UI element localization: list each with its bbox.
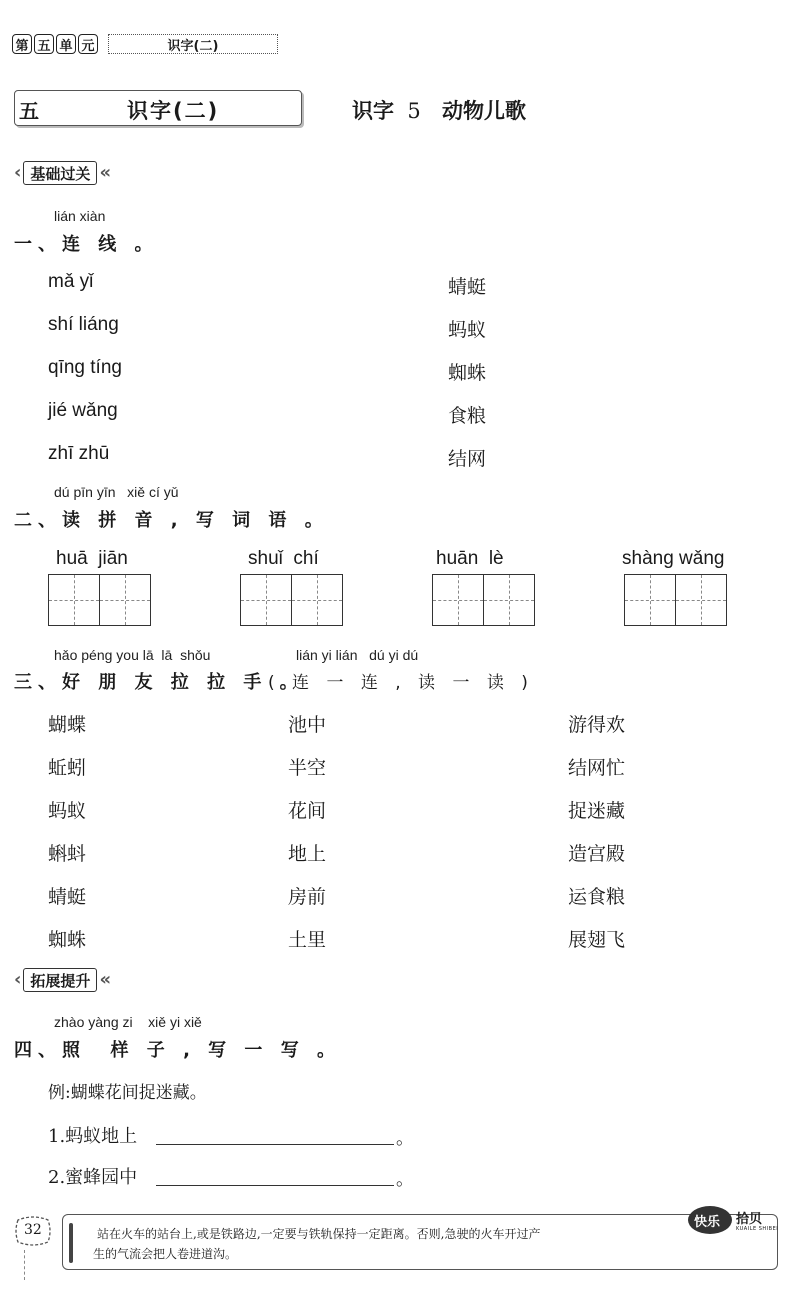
tip-box bbox=[62, 1214, 778, 1270]
q3-col1-item: 蜘蛛 bbox=[48, 929, 87, 951]
q2-word-pinyin: shàng wǎng bbox=[622, 548, 725, 569]
q4-title: 四、照 样 子 , 写 一 写 。 bbox=[14, 1040, 341, 1061]
logo-side: 拾贝 bbox=[736, 1212, 763, 1227]
q3-col3-item: 捉迷藏 bbox=[568, 800, 626, 822]
q4-item-label: 2.蜜蜂园中 bbox=[48, 1167, 138, 1188]
banner-num: 五 bbox=[19, 99, 39, 123]
q2-title: 二、读 拼 音 , 写 词 语 。 bbox=[14, 510, 329, 531]
writing-cell[interactable] bbox=[675, 574, 727, 626]
writing-grid[interactable] bbox=[240, 574, 343, 626]
answer-line[interactable] bbox=[156, 1163, 394, 1186]
q3-col1-item: 蝴蝶 bbox=[48, 714, 87, 736]
double-chevron-left-icon: « bbox=[99, 162, 112, 183]
q3-col1-item: 蝌蚪 bbox=[48, 843, 87, 865]
section-header: 识字(二) bbox=[108, 34, 278, 54]
q2-word-pinyin: shuǐ chí bbox=[248, 548, 319, 569]
q4-end-mark: 。 bbox=[396, 1128, 414, 1149]
writing-cell[interactable] bbox=[291, 574, 343, 626]
writing-grid[interactable] bbox=[432, 574, 535, 626]
writing-cell[interactable] bbox=[624, 574, 676, 626]
q1-right-item: 蜻蜓 bbox=[448, 276, 487, 298]
q2-word-pinyin: huā jiān bbox=[56, 548, 128, 569]
q3-col2-item: 房前 bbox=[288, 886, 327, 908]
section-badge-extend bbox=[14, 968, 111, 992]
writing-cell[interactable] bbox=[240, 574, 292, 626]
tip-line: 站在火车的站台上,或是铁路边,一定要与铁轨保持一定距离。否则,急驶的火车开过产 bbox=[97, 1227, 541, 1241]
double-chevron-left-icon: « bbox=[99, 969, 112, 990]
q1-left-item: jié wǎng bbox=[48, 400, 118, 421]
chevron-left-icon: ‹ bbox=[14, 162, 22, 183]
chevron-left-icon: ‹ bbox=[14, 969, 22, 990]
writing-cell[interactable] bbox=[48, 574, 100, 626]
logo-main: 快乐 bbox=[694, 1215, 721, 1230]
unit-char: 单 bbox=[56, 34, 76, 54]
q1-left-item: zhī zhū bbox=[48, 443, 110, 464]
q3-instruction: ( 连 一 连 , 读 一 读 ) bbox=[268, 673, 534, 693]
q1-pinyin: lián xiàn bbox=[54, 208, 106, 224]
unit-char: 第 bbox=[12, 34, 32, 54]
q1-right-item: 结网 bbox=[448, 448, 487, 470]
q3-pinyin: hǎo péng you lā lā shǒu bbox=[54, 647, 211, 663]
q1-right-item: 蜘蛛 bbox=[448, 362, 487, 384]
badge-label: 基础过关 bbox=[23, 161, 97, 185]
q3-col3-item: 游得欢 bbox=[568, 714, 626, 736]
lesson-title: 动物儿歌 bbox=[442, 99, 526, 123]
q3-col3-item: 造宫殿 bbox=[568, 843, 626, 865]
writing-cell[interactable] bbox=[99, 574, 151, 626]
answer-line[interactable] bbox=[156, 1122, 394, 1145]
q3-col2-item: 池中 bbox=[288, 714, 327, 736]
unit-char: 五 bbox=[34, 34, 54, 54]
q3-col2-item: 地上 bbox=[288, 843, 327, 865]
q3-col3-item: 运食粮 bbox=[568, 886, 626, 908]
brand-logo bbox=[688, 1204, 786, 1238]
q2-pinyin: dú pīn yīn xiě cí yǔ bbox=[54, 484, 179, 500]
q3-col1-item: 蜻蜓 bbox=[48, 886, 87, 908]
divider bbox=[24, 1250, 25, 1280]
q3-col2-item: 花间 bbox=[288, 800, 327, 822]
q3-col2-item: 土里 bbox=[288, 929, 327, 951]
banner-title: 识字(二) bbox=[127, 99, 220, 123]
lesson-heading bbox=[352, 95, 526, 125]
tip-bar-left bbox=[69, 1223, 73, 1263]
lesson-num: 5 bbox=[407, 99, 421, 123]
q3-col1-item: 蚯蚓 bbox=[48, 757, 87, 779]
writing-grid[interactable] bbox=[48, 574, 151, 626]
q1-left-item: mǎ yǐ bbox=[48, 271, 94, 292]
q3-title: 三、好 朋 友 拉 拉 手 。 bbox=[14, 672, 304, 693]
q2-word-pinyin: huān lè bbox=[436, 548, 504, 569]
q4-example: 例:蝴蝶花间捉迷藏。 bbox=[48, 1083, 207, 1103]
page-number-badge bbox=[12, 1214, 54, 1248]
q4-pinyin: zhào yàng zi xiě yi xiě bbox=[54, 1014, 202, 1030]
q1-title: 一、连 线 。 bbox=[14, 234, 159, 255]
tip-line: 生的气流会把人卷进道沟。 bbox=[93, 1247, 238, 1261]
q3-col3-item: 结网忙 bbox=[568, 757, 626, 779]
logo-small: KUAILE SHIBEI bbox=[736, 1226, 779, 1232]
writing-cell[interactable] bbox=[483, 574, 535, 626]
section-badge-basic bbox=[14, 161, 111, 185]
lesson-label: 识字 bbox=[352, 99, 394, 123]
writing-grid[interactable] bbox=[624, 574, 727, 626]
q3-pinyin-2: lián yi lián dú yi dú bbox=[296, 647, 419, 663]
q4-end-mark: 。 bbox=[396, 1169, 414, 1190]
badge-label: 拓展提升 bbox=[23, 968, 97, 992]
unit-char: 元 bbox=[78, 34, 98, 54]
q1-right-item: 食粮 bbox=[448, 405, 487, 427]
q3-col2-item: 半空 bbox=[288, 757, 327, 779]
q4-item-label: 1.蚂蚁地上 bbox=[48, 1126, 138, 1147]
unit-banner bbox=[14, 90, 302, 126]
unit-label bbox=[12, 34, 98, 54]
q1-left-item: shí liáng bbox=[48, 314, 119, 335]
writing-cell[interactable] bbox=[432, 574, 484, 626]
page-number: 32 bbox=[24, 1222, 42, 1238]
q3-col1-item: 蚂蚁 bbox=[48, 800, 87, 822]
q1-right-item: 蚂蚁 bbox=[448, 319, 487, 341]
q3-col3-item: 展翅飞 bbox=[568, 929, 626, 951]
q1-left-item: qīng tíng bbox=[48, 357, 122, 378]
